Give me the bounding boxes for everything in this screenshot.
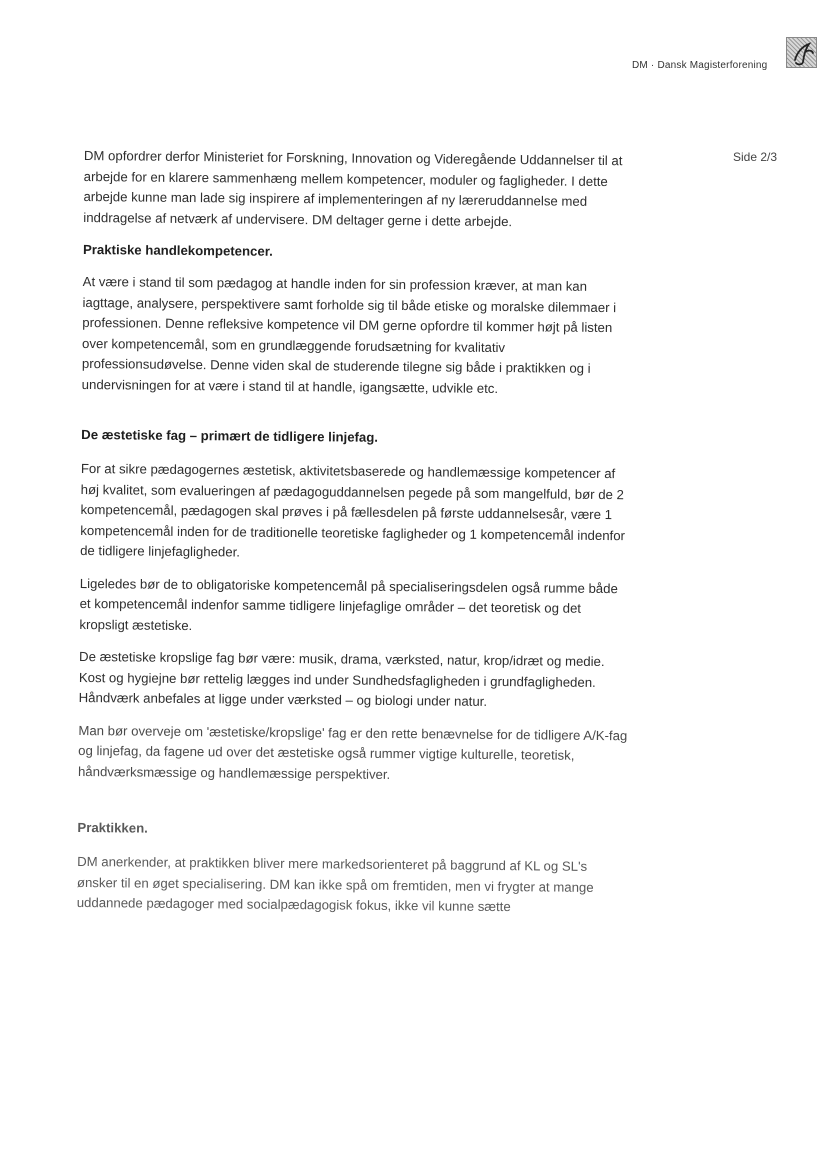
page-number: Side 2/3 [733, 150, 778, 164]
aestetiske-paragraph-1: For at sikre pædagogernes æstetisk, aktivitetsbaserede og handlemæssige kompetencer af høj kvalitet, som evalueringen af pædagoguddannelsen pegede på som mangelfuld, bør de 2 kompetencemål, pædagogen skal prøves i på fællesdelen på første uddannelsesår, være 1 kompetencemål inden for de traditionelle teoretiske fagligheder og 1 kompetencemål indenfor de tidligere linjefagligheder. [80, 460, 626, 560]
organization-name: DM · Dansk Magisterforening [632, 60, 768, 71]
praktiske-heading: Praktiske handlekompetencer. [82, 241, 273, 259]
aestetiske-paragraph-3: De æstetiske kropslige fag bør være: musik, drama, værksted, natur, krop/idræt og medie. Kost og hygiejne bør rettelig lægges ind under Sundhedsfagligheden i grundfagligheden. Håndværk anbefales at ligge under værksted – og biologi under natur. [78, 648, 605, 709]
praktiske-paragraph: At være i stand til som pædagog at handle inden for sin profession kræver, at man kan iagttage, analysere, perspektivere samt forholde sig til både etiske og moralske dilemmaer i professionen. Denne refleksive kompetence vil DM gerne opfordre til kommer højt på listen over kompetencemål, som en grundlæggende forudsætning for kvalitativ professionsudøvelse. Denne viden skal de studerende tilegne sig både i praktikken og i undervisningen for at være i stand til at handle, igangsætte, udvikle etc. [81, 273, 617, 396]
dm-logo-icon [786, 37, 817, 68]
aestetiske-paragraph-4: Man bør overveje om 'æstetiske/kropslige' fag er den rette benævnelse for de tidligere A/K-fag og linjefag, da fagene ud over det æstetiske også rummer vigtige kulturelle, teoretisk, håndværksmæssige og handlemæssige perspektiver. [77, 722, 628, 782]
praktikken-section [77, 818, 628, 919]
aestetiske-paragraph-2: Ligeledes bør de to obligatoriske kompetencemål på specialiseringsdelen også rumme både et kompetencemål indenfor samme tidligere linjefaglige områder – det teoretisk og det kropsligt æstetiske. [79, 575, 618, 633]
praktikken-heading: Praktikken. [77, 819, 148, 836]
intro-paragraph: DM opfordrer derfor Ministeriet for Forskning, Innovation og Videregående Uddannelser til at arbejde for en klarere sammenhæng mellem kompetencer, moduler og fagligheder. I dette arbejde kunne man lade sig inspirere af implementeringen af ny læreruddannelse med inddragelse af netværk af undervisere. DM deltager gerne i dette arbejde. [83, 147, 623, 229]
aestetiske-heading: De æstetiske fag – primært de tidligere linjefag. [81, 426, 379, 445]
document-body [77, 146, 634, 919]
praktikken-paragraph: DM anerkender, at praktikken bliver mere markedsorienteret på baggrund af KL og SL's ønsker til en øget specialisering. DM kan ikke spå om fremtiden, men vi frygter at mange uddannede pædagoger med socialpædagogisk fokus, ikke vil kunne sætte [76, 853, 594, 915]
